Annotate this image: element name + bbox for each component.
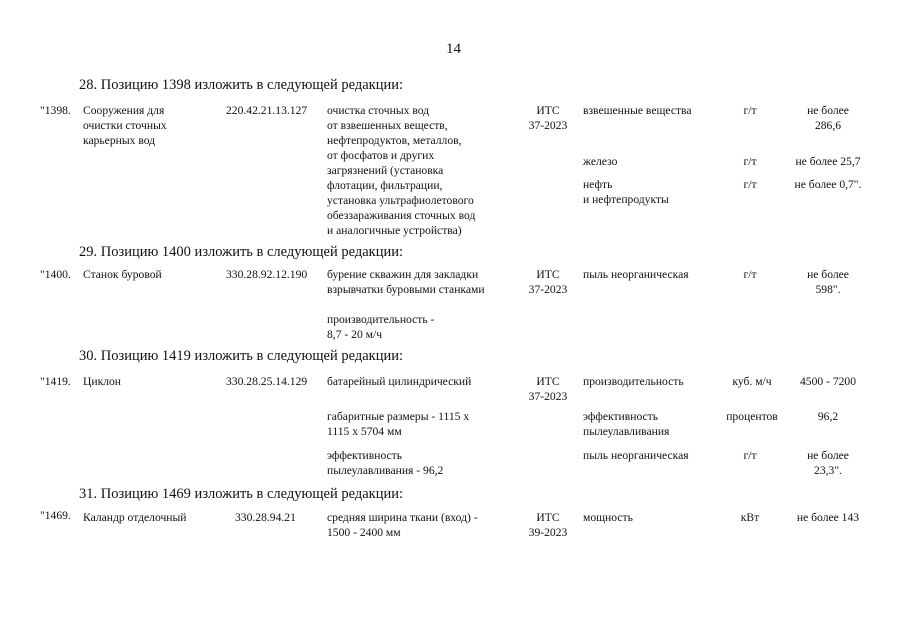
parameter-name: мощность (583, 511, 633, 524)
position-number: "1400. (40, 268, 71, 281)
parameter-name: эффективность пылеулавливания (583, 410, 670, 438)
object-name: Циклон (83, 375, 121, 388)
its-reference: ИТС 37-2023 (528, 268, 568, 296)
parameter-value: не более 143 (796, 511, 860, 524)
its-reference: ИТС 39-2023 (528, 511, 568, 539)
parameter-unit: г/т (743, 449, 757, 462)
parameter-name: производительность (583, 375, 684, 388)
position-number: "1469. (40, 509, 71, 522)
object-description: средняя ширина ткани (вход) - 1500 - 2400 мм (327, 511, 478, 539)
page-number: 14 (446, 41, 461, 57)
parameter-name: взвешенные вещества (583, 104, 692, 117)
section-heading-29: 29. Позицию 1400 изложить в следующей редакции: (79, 244, 404, 260)
okpd-code: 220.42.21.13.127 (226, 104, 308, 117)
parameter-value: не более 598". (807, 268, 849, 296)
parameter-value: 96,2 (817, 410, 839, 423)
okpd-code: 330.28.25.14.129 (226, 375, 308, 388)
parameter-name: пыль неорганическая (583, 449, 689, 462)
parameter-name: железо (583, 155, 618, 168)
parameter-unit: г/т (743, 178, 757, 191)
section-heading-28: 28. Позицию 1398 изложить в следующей редакции: (79, 77, 404, 93)
position-number: "1398. (40, 104, 71, 117)
parameter-value: не более 286,6 (807, 104, 849, 132)
object-description: батарейный цилиндрический (327, 375, 472, 388)
parameter-unit: процентов (726, 410, 778, 423)
parameter-value: не более 25,7 (795, 155, 861, 168)
object-characteristic: эффективность пылеулавливания - 96,2 (327, 449, 444, 477)
parameter-value: 4500 - 7200 (799, 375, 857, 388)
object-name: Станок буровой (83, 268, 162, 281)
parameter-unit: кВт (740, 511, 760, 524)
parameter-unit: г/т (743, 268, 757, 281)
parameter-value: не более 0,7". (794, 178, 862, 191)
parameter-unit: г/т (743, 155, 757, 168)
parameter-name: пыль неорганическая (583, 268, 689, 281)
parameter-unit: г/т (743, 104, 757, 117)
object-description: бурение скважин для закладки взрывчатки буровыми станками (327, 268, 485, 296)
section-heading-30: 30. Позицию 1419 изложить в следующей редакции: (79, 348, 404, 364)
position-number: "1419. (40, 375, 71, 388)
object-characteristic: габаритные размеры - 1115 х 1115 х 5704 мм (327, 410, 470, 438)
object-characteristic: производительность - 8,7 - 20 м/ч (327, 313, 435, 341)
parameter-value: не более 23,3". (807, 449, 849, 477)
its-reference: ИТС 37-2023 (528, 104, 568, 132)
its-reference: ИТС 37-2023 (528, 375, 568, 403)
object-description: очистка сточных вод от взвешенных веществ, нефтепродуктов, металлов, от фосфатов и других загрязнений (установка флотации, фильтрации, установка ультрафиолетового обеззараживания сточных вод и аналогичные устройства) (327, 104, 476, 237)
object-name: Каландр отделочный (83, 511, 187, 524)
section-heading-31: 31. Позицию 1469 изложить в следующей редакции: (79, 486, 404, 502)
object-name: Сооружения для очистки сточных карьерных вод (83, 104, 167, 147)
parameter-name: нефть и нефтепродукты (583, 178, 669, 206)
okpd-code: 330.28.94.21 (235, 511, 296, 524)
parameter-unit: куб. м/ч (732, 375, 772, 388)
okpd-code: 330.28.92.12.190 (226, 268, 308, 281)
